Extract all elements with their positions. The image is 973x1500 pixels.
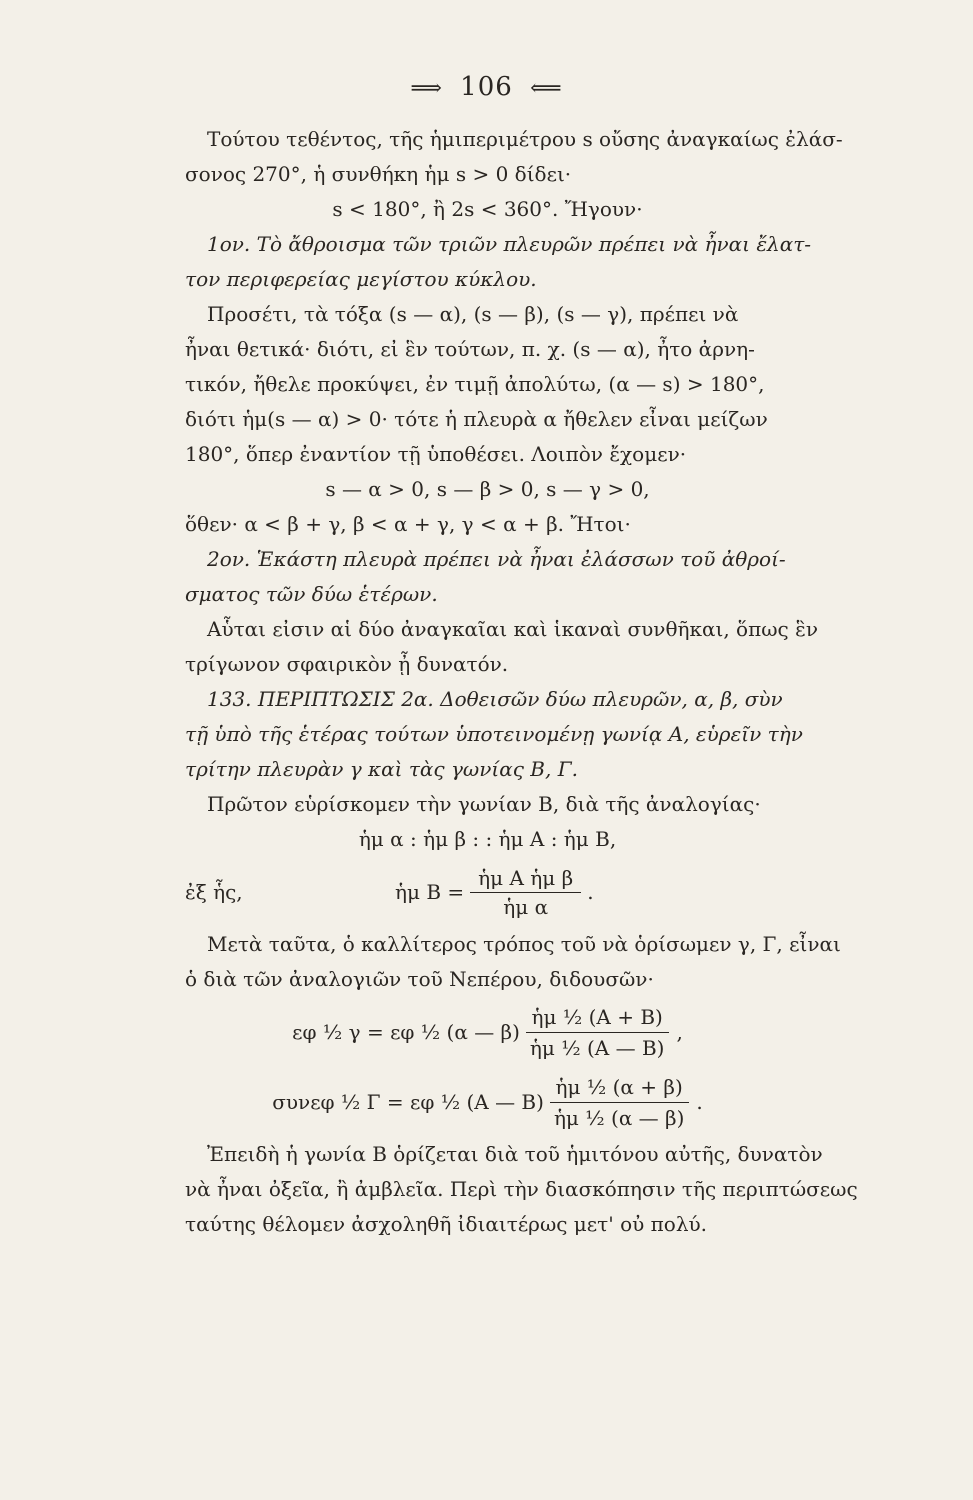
formula-tail: , bbox=[676, 1019, 683, 1044]
fraction bbox=[548, 1072, 690, 1133]
fraction-numerator: ἡμ ½ (α + β) bbox=[550, 1072, 689, 1103]
text-line: σματος τῶν δύω ἑτέρων. bbox=[185, 582, 438, 606]
text-line: τικόν, ἤθελε προκύψει, ἐν τιμῇ ἀπολύτω, (α — s) > 180°, bbox=[185, 372, 765, 396]
page-number: 106 bbox=[460, 72, 513, 102]
text-line: τρίτην πλευρὰν γ καὶ τὰς γωνίας Β, Γ. bbox=[185, 757, 578, 781]
formula-line: ἡμ α : ἡμ β : : ἡμ Α : ἡμ Β, bbox=[358, 827, 617, 851]
text-line: Πρῶτον εὑρίσκομεν τὴν γωνίαν Β, διὰ τῆς ἀναλογίας· bbox=[207, 792, 761, 816]
formula-tail: . bbox=[696, 1089, 703, 1114]
text-line: ἦναι θετικά· διότι, εἰ ἓν τούτων, π. χ. (s — α), ἦτο ἀρνη- bbox=[185, 337, 755, 361]
ornament-right-icon: ⟸ bbox=[530, 76, 563, 101]
fraction bbox=[524, 1002, 671, 1063]
formula-line: s < 180°, ἢ 2s < 360°. Ἤγουν· bbox=[332, 197, 643, 221]
text-line: τῇ ὑπὸ τῆς ἑτέρας τούτων ὑποτεινομένῃ γωνίᾳ Α, εὑρεῖν τὴν bbox=[185, 722, 803, 746]
page-header bbox=[0, 72, 973, 102]
formula-lhs: ἡμ Β = bbox=[395, 879, 465, 904]
text-line: Προσέτι, τὰ τόξα (s — α), (s — β), (s — γ), πρέπει νὰ bbox=[207, 302, 739, 326]
fraction-denominator: ἡμ ½ (Α — Β) bbox=[529, 1035, 665, 1060]
formula-tail: . bbox=[587, 879, 594, 904]
text-line: Αὗται εἰσιν αἱ δύο ἀναγκαῖαι καὶ ἱκαναὶ συνθῆκαι, ὅπως ἓν bbox=[207, 617, 818, 641]
text-line: Τούτου τεθέντος, τῆς ἡμιπεριμέτρου s οὔσης ἀναγκαίως ἐλάσ- bbox=[207, 127, 843, 151]
text-line: ὁ διὰ τῶν ἀναλογιῶν τοῦ Νεπέρου, διδουσῶν· bbox=[185, 967, 654, 991]
fraction bbox=[470, 864, 581, 921]
text-line: τον περιφερείας μεγίστου κύκλου. bbox=[185, 267, 537, 291]
rule-heading: 1ον. Τὸ ἄθροισμα τῶν τριῶν πλευρῶν πρέπει νὰ ἦναι ἔλατ- bbox=[207, 232, 812, 256]
formula-line: ὅθεν· α < β + γ, β < α + γ, γ < α + β. Ἤτοι· bbox=[185, 512, 631, 536]
text-line: σονος 270°, ἡ συνθήκη ἡμ s > 0 δίδει· bbox=[185, 162, 572, 186]
napier-analogy-2 bbox=[185, 1067, 790, 1137]
formula-line: s — α > 0, s — β > 0, s — γ > 0, bbox=[325, 477, 650, 501]
formula-lhs: εφ ½ γ = εφ ½ (α — β) bbox=[292, 1019, 520, 1044]
text-line: 180°, ὅπερ ἐναντίον τῇ ὑποθέσει. Λοιπὸν ἔχομεν· bbox=[185, 442, 687, 466]
napier-analogy-1 bbox=[185, 997, 790, 1067]
text-line: ταύτης θέλομεν ἀσχοληθῆ ἰδιαιτέρως μετ' οὐ πολύ. bbox=[185, 1212, 708, 1236]
formula-lhs: συνεφ ½ Γ = εφ ½ (Α — Β) bbox=[272, 1089, 544, 1114]
text-line: νὰ ἦναι ὀξεῖα, ἢ ἀμβλεῖα. Περὶ τὴν διασκόπησιν τῆς περιπτώσεως bbox=[185, 1177, 858, 1201]
formula-sine-b bbox=[185, 857, 790, 927]
fraction-denominator: ἡμ ½ (α — β) bbox=[553, 1105, 685, 1130]
text-line: Μετὰ ταῦτα, ὁ καλλίτερος τρόπος τοῦ νὰ ὁρίσωμεν γ, Γ, εἶναι bbox=[207, 932, 841, 956]
fraction-numerator: ἡμ ½ (Α + Β) bbox=[526, 1002, 669, 1033]
ornament-left-icon: ⟹ bbox=[410, 76, 443, 101]
text-line: διότι ἡμ(s — α) > 0· τότε ἡ πλευρὰ α ἤθελεν εἶναι μείζων bbox=[185, 407, 768, 431]
rule-heading: 2ον. Ἑκάστη πλευρὰ πρέπει νὰ ἦναι ἐλάσσων τοῦ ἀθροί- bbox=[207, 547, 786, 571]
page-body bbox=[185, 122, 858, 1242]
formula-label: ἐξ ἧς, bbox=[185, 879, 243, 904]
text-line: τρίγωνον σφαιρικὸν ᾖ δυνατόν. bbox=[185, 652, 509, 676]
text-line: Ἐπειδὴ ἡ γωνία Β ὁρίζεται διὰ τοῦ ἡμιτόνου αὐτῆς, δυνατὸν bbox=[207, 1142, 823, 1166]
section-heading: 133. ΠΕΡΙΠΤΩΣΙΣ 2α. Δοθεισῶν δύω πλευρῶν, α, β, σὺν bbox=[207, 687, 783, 711]
fraction-denominator: ἡμ α bbox=[503, 894, 549, 919]
fraction-numerator: ἡμ Α ἡμ β bbox=[470, 864, 581, 893]
